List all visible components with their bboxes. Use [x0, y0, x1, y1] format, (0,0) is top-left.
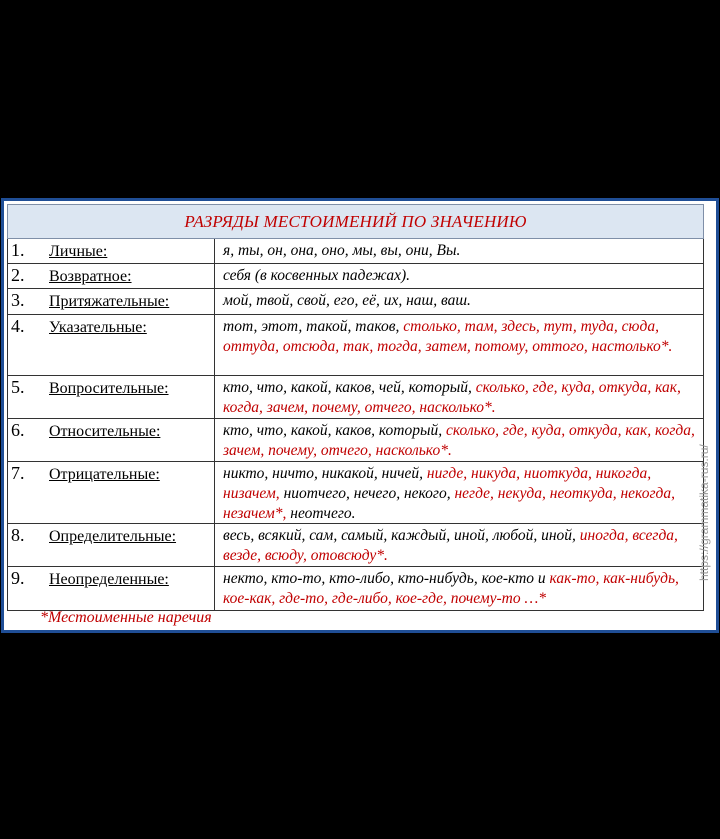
adverbial-pronouns-text: негде, некуда, неоткуда, некогда, незачем*, [223, 485, 675, 522]
examples-cell [215, 239, 703, 263]
adverbial-pronouns-text: сколько, где, куда, откуда, как, когда, зачем, почему, отчего, насколько*. [223, 422, 695, 459]
row-number: 4. [11, 316, 25, 336]
pronouns-text: весь, всякий, сам, самый, каждый, иной, любой, иной, [223, 527, 580, 544]
pronouns-text: кто, что, какой, каков, чей, который, [223, 379, 476, 396]
category-name: Указательные: [49, 319, 147, 336]
examples-cell [215, 315, 703, 375]
category-name: Относительные: [49, 423, 161, 440]
category-name: Личные: [49, 243, 108, 260]
adverbial-pronouns-text: столько, там, здесь, тут, туда, сюда, оттуда, отсюда, так, тогда, затем, потому, оттого, настолько*. [223, 318, 673, 355]
table-row [7, 239, 704, 264]
row-number: 9. [11, 568, 25, 588]
table-row [7, 376, 704, 419]
row-number: 3. [11, 290, 25, 310]
category-name: Вопросительные: [49, 380, 169, 397]
examples-cell [215, 376, 703, 418]
category-cell [8, 289, 215, 314]
examples-cell [215, 264, 703, 288]
examples-cell [215, 524, 703, 566]
examples-cell [215, 462, 703, 523]
category-cell [8, 376, 215, 418]
pronoun-table-card [1, 198, 719, 633]
pronouns-text: себя (в косвенных падежах). [223, 267, 411, 284]
row-number: 7. [11, 463, 25, 483]
category-cell [8, 524, 215, 566]
table-row [7, 524, 704, 567]
table-row [7, 315, 704, 376]
table-row [7, 462, 704, 524]
footnote: *Местоименные наречия [40, 609, 212, 626]
table-row [7, 567, 704, 611]
pronouns-text: мой, твой, свой, его, её, их, наш, ваш. [223, 292, 471, 309]
pronouns-text: некто, кто-то, кто-либо, кто-нибудь, кое-кто и [223, 570, 550, 587]
examples-cell [215, 567, 703, 610]
watermark: https://grammatika-rus.ru/ [697, 444, 711, 581]
adverbial-pronouns-text: как-то, как-нибудь, кое-как, где-то, где-либо, кое-где, почему-то …* [223, 570, 679, 607]
pronouns-text: я, ты, он, она, оно, мы, вы, они, Вы. [223, 242, 461, 259]
pronouns-text: тот, этот, такой, таков, [223, 318, 404, 335]
row-number: 5. [11, 377, 25, 397]
category-cell [8, 239, 215, 263]
row-number: 2. [11, 265, 25, 285]
table-row [7, 419, 704, 462]
adverbial-pronouns-text: иногда, всегда, везде, всюду, отовсюду*. [223, 527, 678, 564]
category-cell [8, 315, 215, 375]
category-cell [8, 264, 215, 288]
examples-cell [215, 289, 703, 314]
category-name: Возвратное: [49, 268, 132, 285]
pronouns-text: никто, ничто, никакой, ничей, [223, 465, 427, 482]
adverbial-pronouns-text: сколько, где, куда, откуда, как, когда, зачем, почему, отчего, насколько*. [223, 379, 681, 416]
row-number: 8. [11, 525, 25, 545]
table-body [7, 239, 704, 611]
row-number: 1. [11, 240, 25, 260]
pronoun-table [7, 204, 704, 611]
examples-cell [215, 419, 703, 461]
category-cell [8, 567, 215, 610]
category-name: Определительные: [49, 528, 177, 545]
category-cell [8, 462, 215, 523]
table-title: РАЗРЯДЫ МЕСТОИМЕНИЙ ПО ЗНАЧЕНИЮ [7, 204, 704, 239]
table-row [7, 289, 704, 315]
adverbial-pronouns-text: нигде, никуда, ниоткуда, никогда, низачем, [223, 465, 652, 502]
row-number: 6. [11, 420, 25, 440]
category-name: Отрицательные: [49, 466, 160, 483]
pronouns-text: кто, что, какой, каков, который, [223, 422, 446, 439]
category-cell [8, 419, 215, 461]
pronouns-text: неотчего. [290, 505, 356, 522]
table-row [7, 264, 704, 289]
category-name: Неопределенные: [49, 571, 169, 588]
pronouns-text: ниотчего, нечего, некого, [283, 485, 455, 502]
category-name: Притяжательные: [49, 293, 170, 310]
